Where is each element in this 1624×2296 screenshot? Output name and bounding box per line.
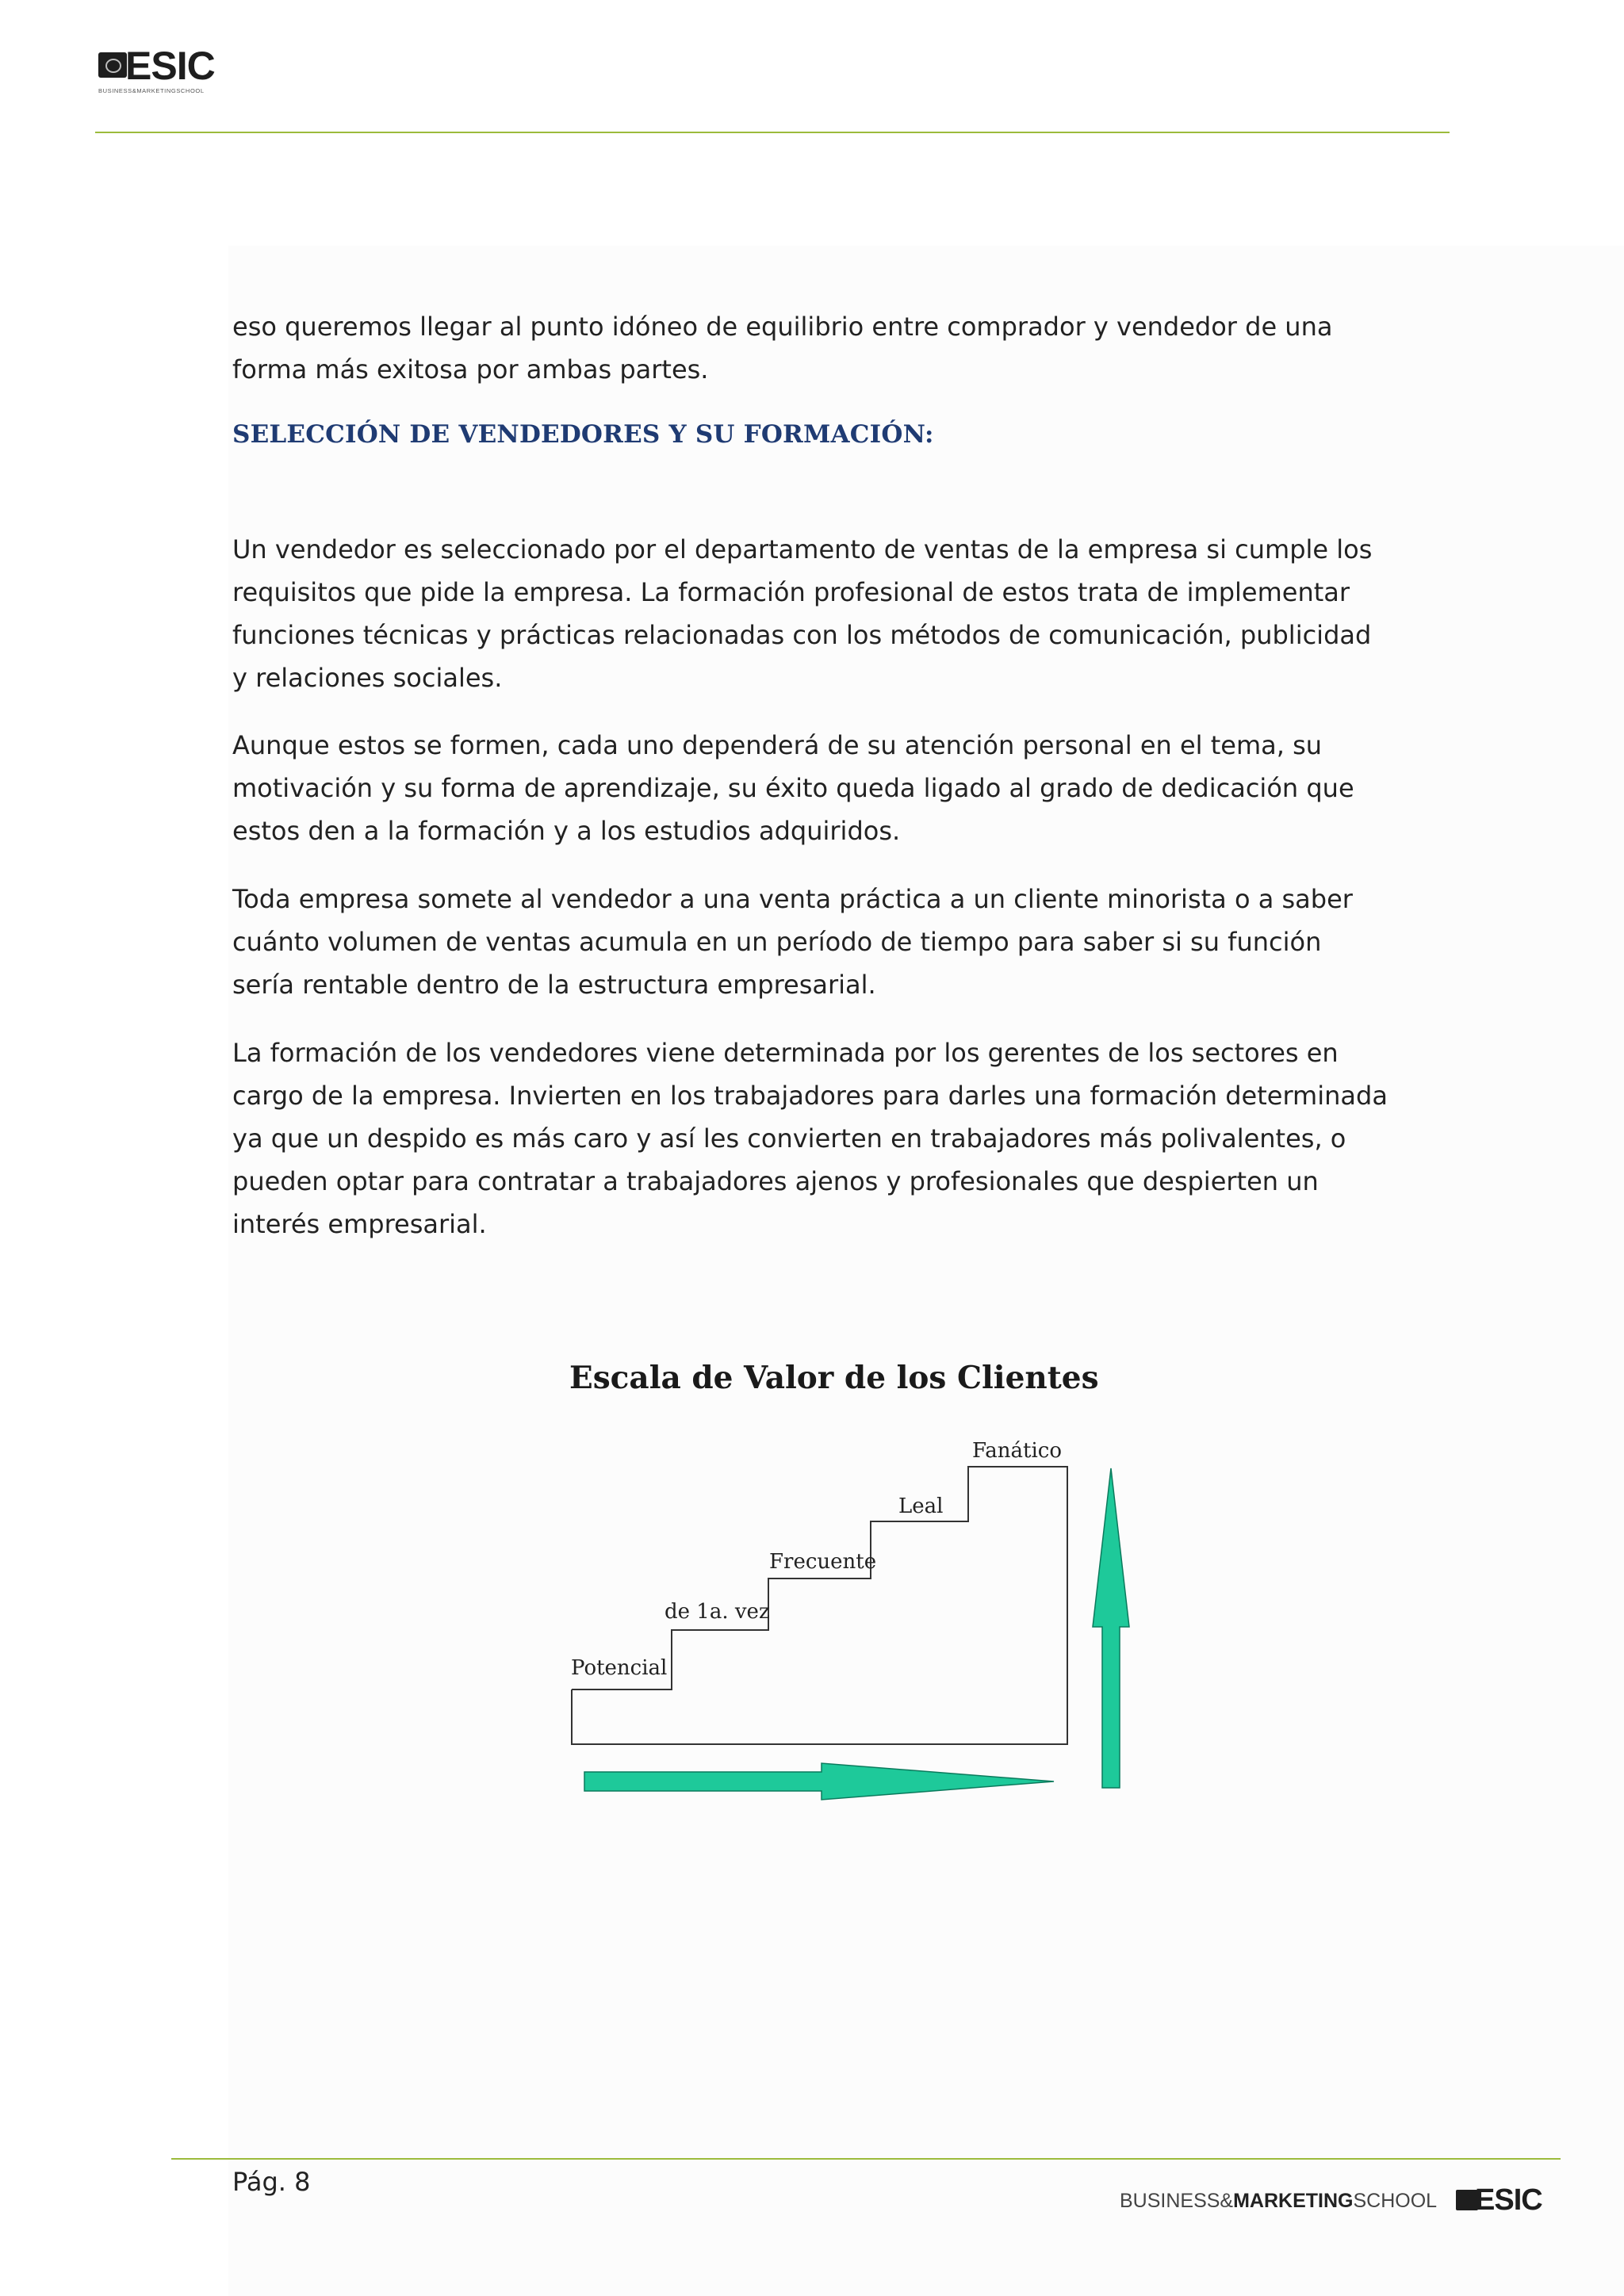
step-label-primera-vez: de 1a. vez bbox=[665, 1600, 770, 1624]
paragraph-text: Un vendedor es seleccionado por el departamento de ventas de la empresa si cumple los requisitos que pide la empresa. La formación profesional de estos trata de implementar funciones técnicas y prácticas relacionadas con los métodos de comunicación, publicidad y relaciones sociales. bbox=[232, 534, 1373, 693]
paragraph-text: eso queremos llegar al punto idóneo de equilibrio entre comprador y vendedor de una forma más exitosa por ambas partes. bbox=[232, 312, 1333, 385]
esic-logo bbox=[98, 44, 249, 100]
footer-brand-text bbox=[1120, 2190, 1437, 2213]
paragraph bbox=[232, 1031, 1390, 1246]
vertical-arrow-icon bbox=[1093, 1468, 1129, 1788]
paragraph bbox=[232, 305, 1390, 391]
customer-value-staircase bbox=[555, 1427, 1158, 1808]
paragraph-text: Toda empresa somete al vendedor a una venta práctica a un cliente minorista o a saber cuánto volumen de ventas acumula en un período de tiempo para saber si su función sería rentable dentro de la estructura empresarial. bbox=[232, 884, 1353, 1000]
page-number: Pág. 8 bbox=[232, 2167, 311, 2197]
footer-logo-text: ESIC bbox=[1475, 2183, 1542, 2217]
diagram-title: Escala de Valor de los Clientes bbox=[569, 1360, 1099, 1396]
brand-part: BUSINESS& bbox=[1120, 2190, 1234, 2212]
header-rule bbox=[95, 132, 1450, 133]
step-label-frecuente: Frecuente bbox=[769, 1550, 877, 1574]
brand-part-bold: MARKETING bbox=[1233, 2190, 1354, 2212]
esic-seal-icon bbox=[98, 52, 127, 78]
logo-text: ESIC bbox=[125, 44, 215, 88]
staircase-outline bbox=[572, 1467, 1067, 1744]
section-heading: SELECCIÓN DE VENDEDORES Y SU FORMACIÓN: bbox=[232, 420, 934, 449]
footer-rule bbox=[171, 2158, 1561, 2160]
step-label-potencial: Potencial bbox=[571, 1656, 668, 1680]
paragraph bbox=[232, 878, 1390, 1006]
paragraph bbox=[232, 528, 1390, 699]
paragraph-text: Aunque estos se formen, cada uno dependerá de su atención personal en el tema, su motivación y su forma de aprendizaje, su éxito queda ligado al grado de dedicación que estos den a la formación y a los estudios adquiridos. bbox=[232, 730, 1354, 846]
brand-part: SCHOOL bbox=[1353, 2190, 1438, 2212]
step-label-leal: Leal bbox=[898, 1494, 944, 1518]
logo-subtext: BUSINESS&MARKETINGSCHOOL bbox=[98, 87, 205, 94]
paragraph-text: La formación de los vendedores viene determinada por los gerentes de los sectores en cargo de la empresa. Invierten en los trabajadores para darles una formación determinada ya que un despido es más caro y así les convierten en trabajadores más polivalentes, o pueden optar para contratar a trabajadores ajenos y profesionales que despierten un interés empresarial. bbox=[232, 1038, 1388, 1239]
footer-esic-logo bbox=[1456, 2183, 1559, 2217]
paragraph bbox=[232, 724, 1390, 852]
horizontal-arrow-icon bbox=[584, 1763, 1054, 1800]
step-label-fanatico: Fanático bbox=[972, 1439, 1063, 1463]
